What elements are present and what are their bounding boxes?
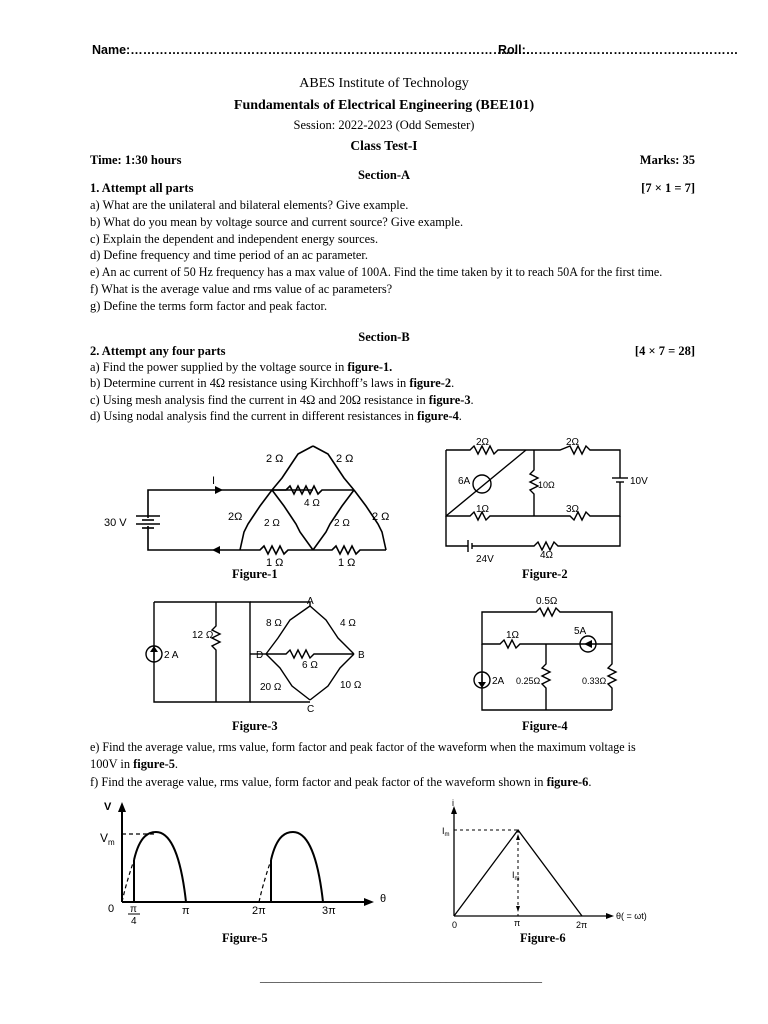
section-b-marks: [4 × 7 = 28]	[634, 344, 695, 358]
section-b-instruction: 2. Attempt any four parts	[90, 344, 226, 358]
svg-text:1 Ω: 1 Ω	[266, 557, 284, 569]
svg-text:10 Ω: 10 Ω	[340, 680, 362, 691]
section-b-question-e-line2: 100V in figure-5.	[90, 757, 179, 771]
figure-1-circuit	[100, 438, 400, 570]
section-a-marks: [7 × 1 = 7]	[641, 181, 695, 195]
svg-text:π: π	[514, 918, 521, 928]
svg-text:5A: 5A	[574, 626, 587, 637]
figure-5-label: Figure-5	[222, 931, 268, 945]
fig1-source-label: 30 V	[104, 517, 127, 529]
section-b-question-f: f) Find the average value, rms value, form factor and peak factor of the waveform shown in figure-6.	[90, 775, 592, 789]
figure-2-circuit	[440, 436, 660, 566]
svg-text:0: 0	[452, 920, 458, 930]
svg-text:C: C	[307, 704, 315, 715]
institute-name: ABES Institute of Technology	[299, 76, 469, 91]
svg-text:2Ω: 2Ω	[566, 437, 580, 448]
section-a-question-b: b) What do you mean by voltage source and current source? Give example.	[90, 215, 464, 229]
figure-6-label: Figure-6	[520, 931, 566, 945]
section-b-question-d: d) Using nodal analysis find the current in different resistances in figure-4.	[90, 409, 462, 423]
svg-text:3π: 3π	[322, 905, 336, 917]
marks-text: Marks: 35	[639, 153, 695, 167]
svg-text:1Ω: 1Ω	[476, 504, 490, 515]
svg-text:θ( = ωt): θ( = ωt)	[616, 911, 647, 921]
section-a-question-g: g) Define the terms form factor and peak factor.	[90, 299, 328, 313]
svg-text:6 Ω: 6 Ω	[302, 660, 318, 671]
section-a-question-d: d) Define frequency and time period of an ac parameter.	[90, 248, 368, 262]
section-a-question-f: f) What is the average value and rms value of ac parameters?	[90, 282, 393, 296]
svg-text:4 Ω: 4 Ω	[304, 498, 320, 509]
svg-text:2 Ω: 2 Ω	[334, 518, 350, 529]
svg-text:2 Ω: 2 Ω	[336, 453, 354, 465]
section-a-question-e: e) An ac current of 50 Hz frequency has a max value of 100A. Find the time taken by it to reach 50A for the first time.	[90, 265, 663, 279]
svg-text:π: π	[130, 904, 137, 915]
section-a-question-c: c) Explain the dependent and independent energy sources.	[90, 232, 379, 246]
section-b-title: Section-B	[358, 330, 410, 344]
svg-text:6A: 6A	[458, 476, 471, 487]
svg-text:Vm: $V_m$	[100, 831, 115, 847]
svg-text:0: 0	[108, 903, 115, 915]
svg-text:24V: 24V	[476, 554, 494, 565]
figure-2-label: Figure-2	[522, 567, 568, 581]
svg-text:2 Ω: 2 Ω	[266, 453, 284, 465]
svg-text:2π: 2π	[576, 920, 588, 930]
session-text: Session: 2022-2023 (Odd Semester)	[293, 118, 475, 132]
section-a-title: Section-A	[357, 168, 411, 182]
svg-text:10V: 10V	[630, 476, 648, 487]
course-title: Fundamentals of Electrical Engineering (BEE101)	[233, 98, 535, 113]
svg-text:i: i	[452, 798, 454, 808]
figure-3-circuit	[140, 596, 370, 716]
svg-text:2Ω: 2Ω	[476, 437, 490, 448]
section-a-question-a: a) What are the unilateral and bilateral elements? Give example.	[90, 198, 409, 212]
test-title: Class Test-I	[350, 138, 418, 153]
figure-6-waveform	[434, 798, 664, 933]
name-field-label: Name:……………………………………………………………………………………	[92, 43, 531, 57]
svg-text:2π: 2π	[252, 905, 266, 917]
svg-text:2A: 2A	[492, 676, 505, 687]
section-b-question-a: a) Find the power supplied by the voltage source in figure-1.	[90, 360, 393, 374]
figure-3-label: Figure-3	[232, 719, 278, 733]
svg-text:2Ω: 2Ω	[228, 511, 243, 523]
svg-text:Im: $I_m$	[442, 826, 450, 838]
figure-4-label: Figure-4	[522, 719, 568, 733]
svg-text:2 Ω: 2 Ω	[372, 511, 390, 523]
svg-text:10Ω: 10Ω	[538, 480, 555, 490]
section-b-question-c: c) Using mesh analysis find the current in 4Ω and 20Ω resistance in figure-3.	[90, 393, 474, 407]
svg-text:2 A: 2 A	[164, 650, 179, 661]
svg-text:2 Ω: 2 Ω	[264, 518, 280, 529]
svg-text:0.5Ω: 0.5Ω	[536, 596, 558, 607]
roll-field-label: Roll:……………………………………………	[498, 43, 739, 57]
footer-rule: _______________________________________________	[260, 970, 542, 984]
figure-5-waveform	[96, 798, 396, 928]
svg-text:1Ω: 1Ω	[506, 630, 520, 641]
svg-text:Im: $I_m$	[512, 870, 520, 882]
svg-text:4Ω: 4Ω	[540, 550, 554, 561]
svg-text:A: A	[307, 596, 314, 607]
svg-text:12 Ω: 12 Ω	[192, 630, 214, 641]
svg-text:3Ω: 3Ω	[566, 504, 580, 515]
svg-text:0.33Ω: 0.33Ω	[582, 676, 607, 686]
svg-text:D: D	[256, 650, 264, 661]
time-text: Time: 1:30 hours	[90, 153, 182, 167]
svg-text:1 Ω: 1 Ω	[338, 557, 356, 569]
svg-text:8 Ω: 8 Ω	[266, 618, 282, 629]
svg-text:4: 4	[131, 916, 137, 927]
svg-text:B: B	[358, 650, 365, 661]
section-b-question-e-line1: e) Find the average value, rms value, form factor and peak factor of the waveform when the maximum voltage is	[90, 740, 636, 754]
svg-text:0.25Ω: 0.25Ω	[516, 676, 541, 686]
svg-text:I: I	[212, 475, 216, 487]
svg-text:V: V	[104, 801, 112, 813]
svg-text:π: π	[182, 905, 190, 917]
section-a-instruction: 1. Attempt all parts	[90, 181, 194, 195]
figure-1-label: Figure-1	[232, 567, 278, 581]
svg-text:θ: θ	[380, 893, 387, 905]
svg-text:4 Ω: 4 Ω	[340, 618, 356, 629]
figure-4-circuit	[470, 592, 630, 714]
section-b-question-b: b) Determine current in 4Ω resistance using Kirchhoff’s laws in figure-2.	[90, 376, 455, 390]
svg-text:20 Ω: 20 Ω	[260, 682, 282, 693]
